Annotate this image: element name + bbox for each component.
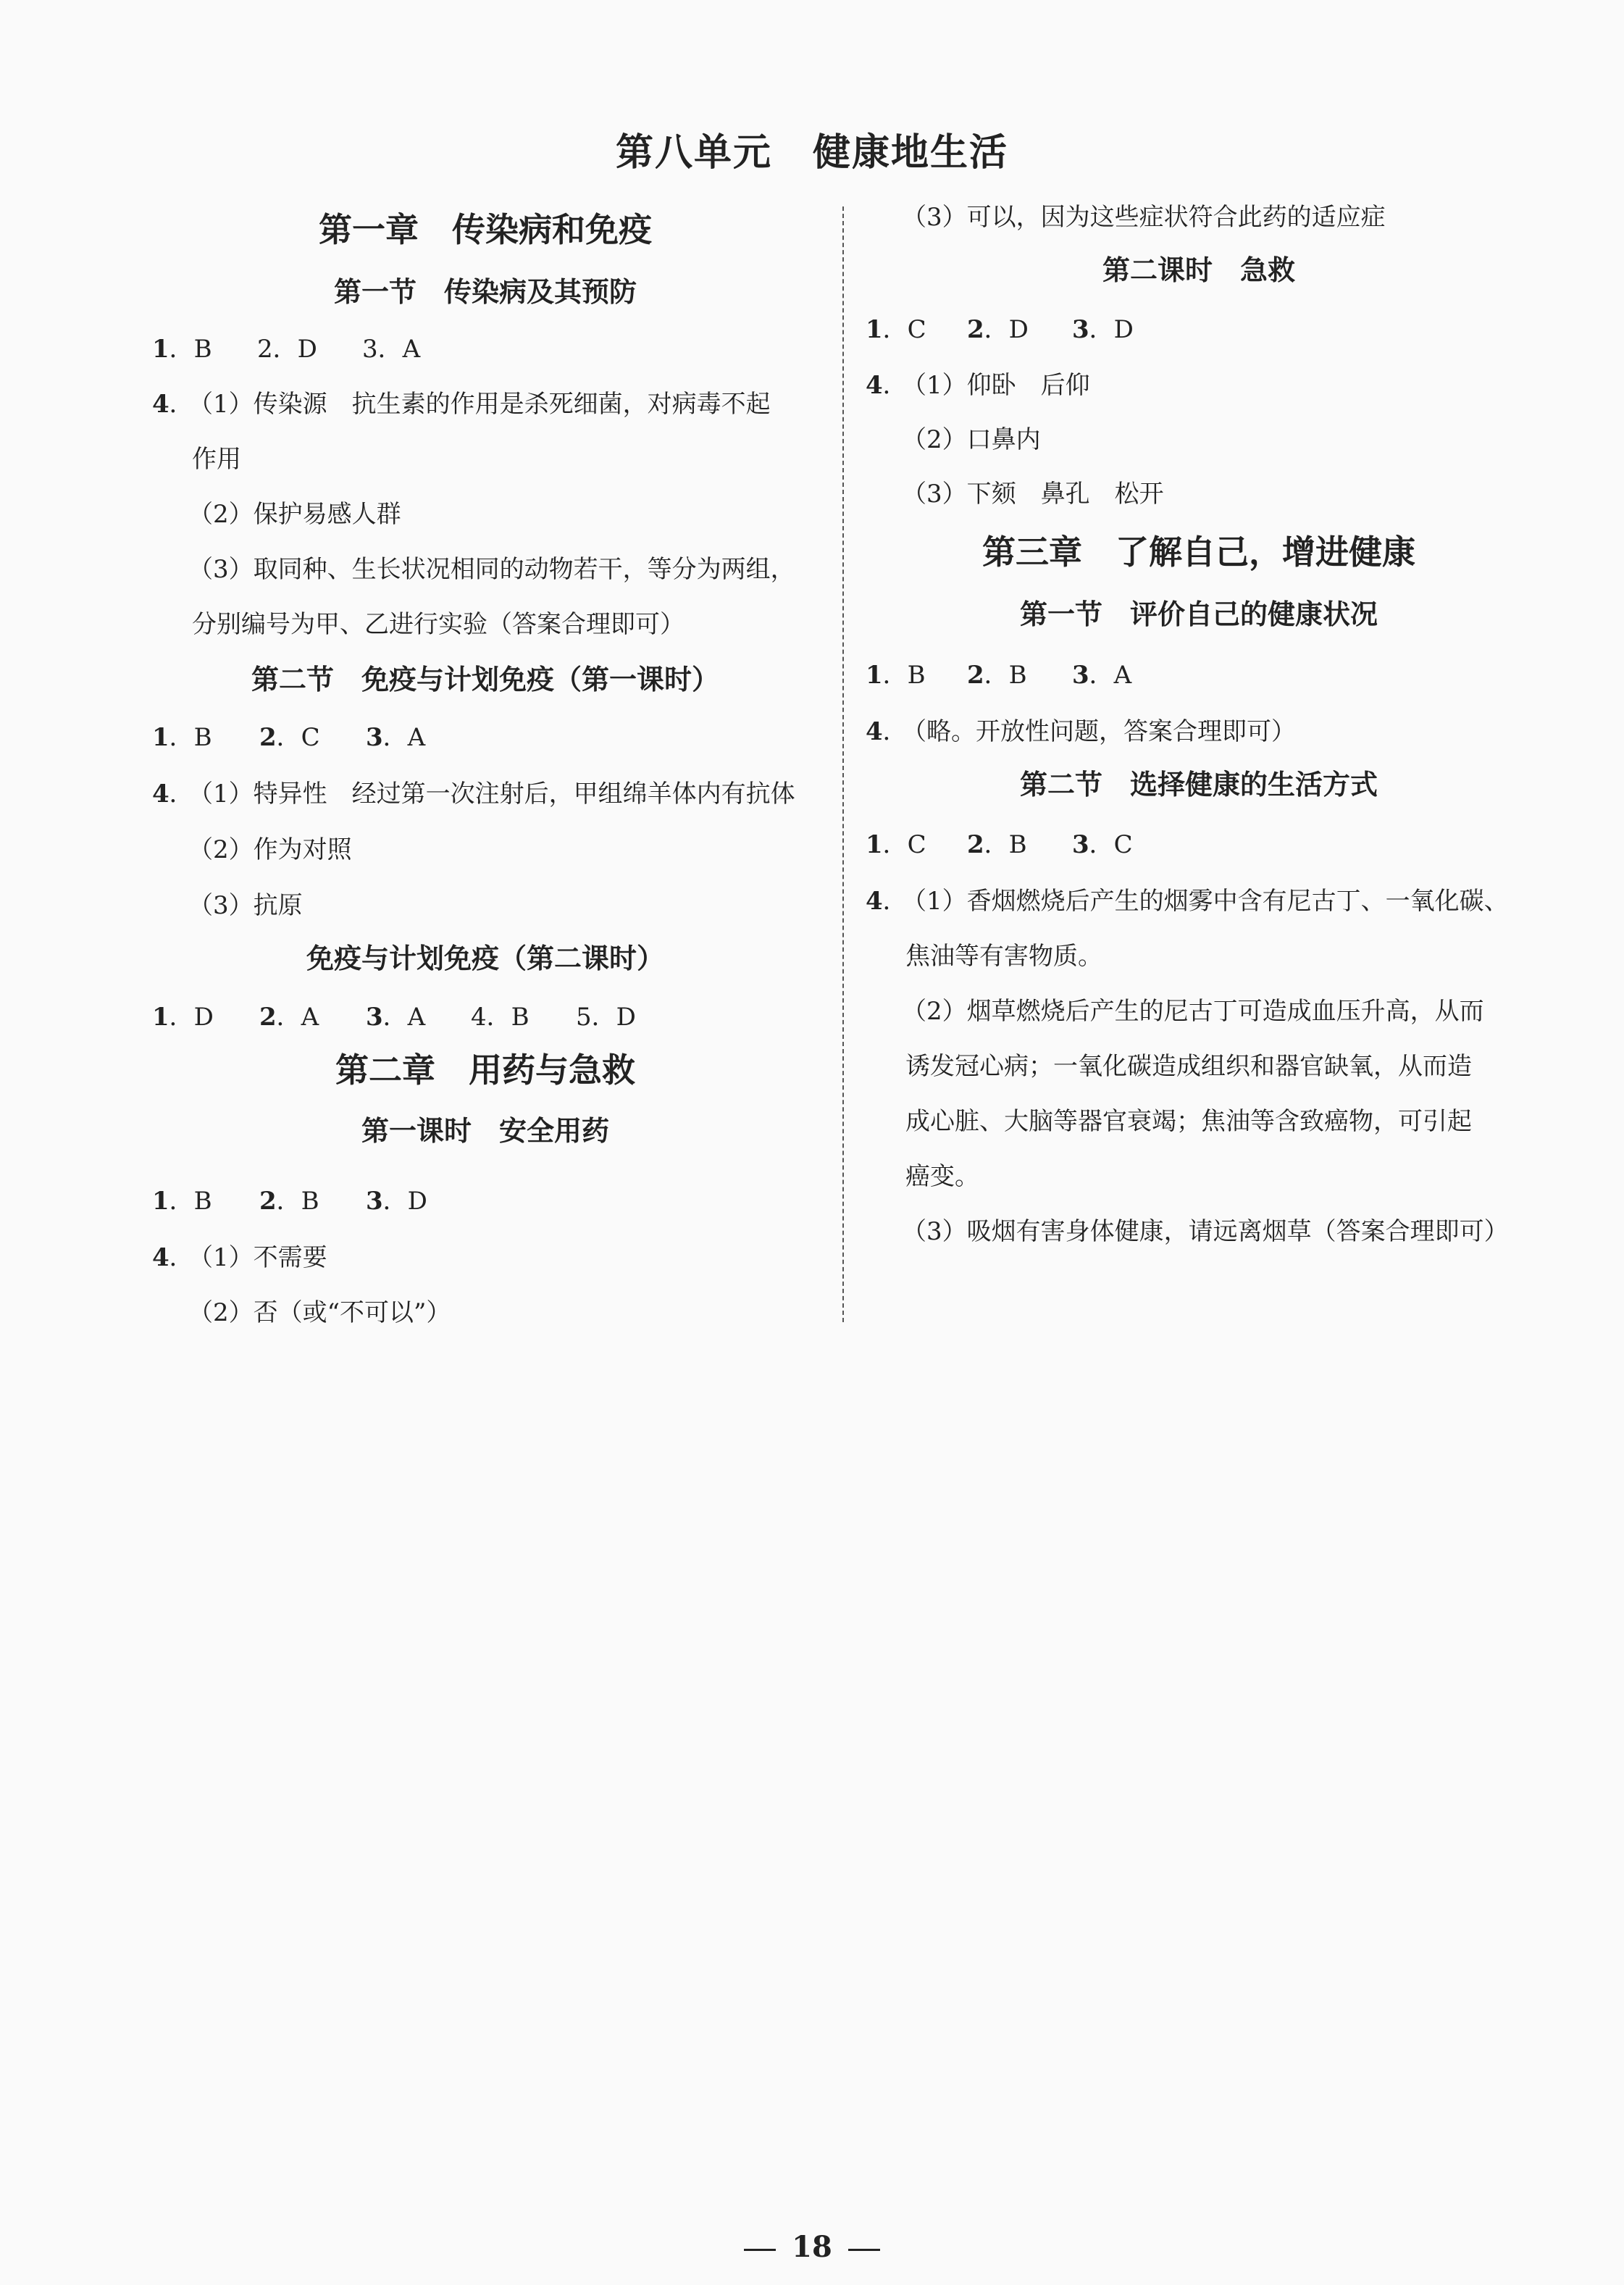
answer-line: （3）可以，因为这些症状符合此药的适应症: [902, 203, 1386, 232]
answer-row: 3．A: [362, 335, 421, 364]
answer-line: （3）下颏 鼻孔 松开: [902, 480, 1164, 509]
answer-line: （1）不需要: [188, 1243, 327, 1272]
question-number: 4．: [866, 887, 908, 916]
answer-row: 1．D: [152, 1003, 214, 1032]
unit-title-number: 第八单元: [615, 130, 772, 175]
answer-row: 1．C: [866, 830, 926, 859]
answer-row: 2．C: [259, 723, 320, 752]
section-title: 第二课时 急救: [1102, 254, 1295, 286]
answer-row: 1．B: [866, 661, 926, 690]
answer-row: 3．A: [366, 723, 426, 752]
answer-line: （3）取同种、生长状况相同的动物若干，等分为两组，: [188, 555, 795, 584]
answer-row: 1．B: [152, 335, 212, 364]
answer-line: （2）保护易感人群: [188, 500, 401, 529]
chapter-title: 第二章 用药与急救: [335, 1050, 635, 1090]
answer-row: 2．B: [967, 830, 1027, 859]
unit-title-name: 健康地生活: [813, 130, 1009, 175]
answer-row: 1．C: [866, 315, 926, 344]
answer-line: （1）香烟燃烧后产生的烟雾中含有尼古丁、一氧化碳、: [902, 887, 1509, 916]
answer-row: 3．D: [366, 1187, 427, 1216]
answer-row: 2．A: [259, 1003, 319, 1032]
column-divider: [842, 206, 844, 1322]
answer-line: 作用: [192, 445, 241, 474]
answer-line: （1）仰卧 后仰: [902, 371, 1090, 400]
chapter-title: 第三章 了解自己，增进健康: [982, 532, 1415, 572]
section-title: 第二节 选择健康的生活方式: [1019, 769, 1378, 801]
question-number: 4．: [866, 717, 908, 746]
page-number: 18: [0, 2230, 1624, 2264]
answer-line: （2）作为对照: [188, 835, 352, 864]
section-title: 第一课时 安全用药: [361, 1115, 609, 1147]
answer-row: 3．C: [1072, 830, 1133, 859]
answer-row: 4．B: [471, 1003, 530, 1032]
answer-row: 3．A: [1072, 661, 1132, 690]
answer-row: 2．D: [257, 335, 317, 364]
answer-row: 2．B: [259, 1187, 319, 1216]
unit-title: [0, 122, 1624, 176]
answer-line: 焦油等有害物质。: [905, 942, 1102, 971]
answer-line: 诱发冠心病；一氧化碳造成组织和器官缺氧，从而造: [905, 1052, 1472, 1081]
answer-line: （2）烟草燃烧后产生的尼古丁可造成血压升高，从而: [902, 997, 1484, 1026]
answer-line: 癌变。: [905, 1162, 979, 1191]
answer-line: （2）口鼻内: [902, 425, 1041, 454]
answer-line: （2）否（或“不可以”）: [188, 1298, 451, 1327]
answer-row: 5．D: [576, 1003, 636, 1032]
section-title: 第一节 传染病及其预防: [333, 276, 637, 308]
answer-row: 1．B: [152, 723, 212, 752]
answer-line: 成心脏、大脑等器官衰竭；焦油等含致癌物，可引起: [905, 1107, 1472, 1136]
answer-row: 2．B: [967, 661, 1027, 690]
question-number: 4．: [152, 390, 194, 419]
answer-row: 3．D: [1072, 315, 1134, 344]
answer-line: （3）抗原: [188, 891, 303, 920]
section-title: 第二节 免疫与计划免疫（第一课时）: [251, 664, 719, 695]
answer-line: （1）传染源 抗生素的作用是杀死细菌，对病毒不起: [188, 390, 771, 419]
answer-line: （略。开放性问题，答案合理即可）: [902, 717, 1296, 746]
answer-line: 分别编号为甲、乙进行实验（答案合理即可）: [192, 610, 685, 639]
answer-row: 3．A: [366, 1003, 426, 1032]
answer-line: （3）吸烟有害身体健康，请远离烟草（答案合理即可）: [902, 1217, 1509, 1246]
chapter-title: 第一章 传染病和免疫: [319, 210, 652, 249]
question-number: 4．: [152, 1243, 194, 1272]
answer-row: 1．B: [152, 1187, 212, 1216]
section-title: 免疫与计划免疫（第二课时）: [306, 943, 664, 974]
answer-row: 2．D: [967, 315, 1029, 344]
question-number: 4．: [866, 371, 908, 400]
answer-line: （1）特异性 经过第一次注射后，甲组绵羊体内有抗体: [188, 780, 795, 809]
section-title: 第一节 评价自己的健康状况: [1019, 598, 1378, 630]
question-number: 4．: [152, 780, 194, 809]
